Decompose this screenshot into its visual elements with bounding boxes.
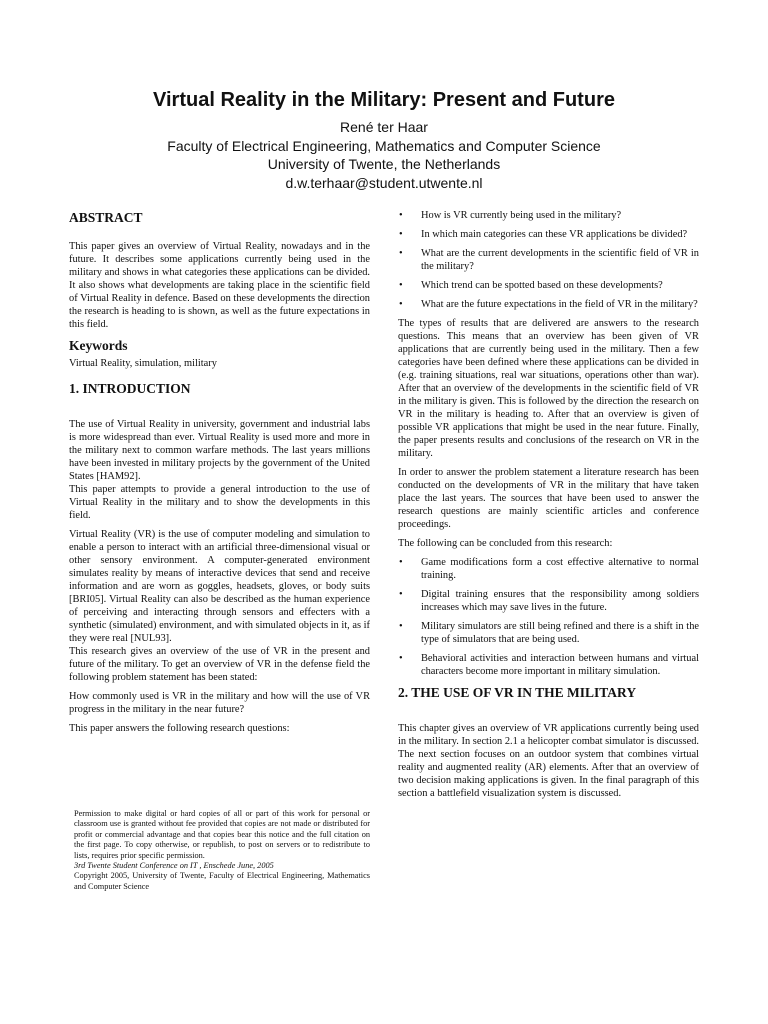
author-name: René ter Haar xyxy=(340,119,428,135)
abstract-heading: ABSTRACT xyxy=(69,210,143,225)
section2-text: This chapter gives an overview of VR applications currently being used in the military. In section 2.1 a helicopter combat simulator is discussed. The next section focuses on an outdoor system that combines virtual reality and augmented reality (AR) elements. After that an overview of two decision making applications is given. In the final paragraph of this section a battlefield visualization system is discussed. xyxy=(398,723,699,799)
intro-paragraph: The use of Virtual Reality in university, government and industrial labs is more widespread than ever. Virtual Reality is used more and more in the military next to common warfare methods. The last years millions have been invested in military projects by the government of the United States [HAM92]. xyxy=(69,419,370,482)
conclusion-item: • Game modifications form a cost effective alternative to normal training. xyxy=(398,556,699,582)
research-question: • What are the future expectations in the field of VR in the military? xyxy=(398,298,699,311)
conclusions-list xyxy=(398,556,699,678)
paper-title: Virtual Reality in the Military: Present and Future xyxy=(153,89,615,111)
research-question: • In which main categories can these VR applications be divided? xyxy=(398,228,699,241)
research-question: • What are the current developments in the scientific field of VR in the military? xyxy=(398,247,699,273)
research-question: • Which trend can be spotted based on these developments? xyxy=(398,279,699,292)
right-column xyxy=(398,209,699,806)
author-university: University of Twente, the Netherlands xyxy=(267,156,501,172)
research-question: • How is VR currently being used in the military? xyxy=(398,209,699,222)
intro-paragraph: Virtual Reality (VR) is the use of computer modeling and simulation to enable a person to interact with an artificial three-dimensional visual or other sensory environment. A computer-generated environment simulates reality by means of interactive devices that send and receive information and are worn as goggles, headsets, gloves, or body suits [BRI05]. Virtual Reality can also be described as the human experience of perceiving and interacting through sensors and effecters with a synthetic (simulated) environment, and with simulated objects in it, as if they were real [NUL93]. xyxy=(69,529,370,644)
keywords-heading: Keywords xyxy=(69,338,128,353)
section2-heading: 2. THE USE OF VR IN THE MILITARY xyxy=(398,685,637,700)
introduction-heading: 1. INTRODUCTION xyxy=(69,381,191,396)
research-questions-list xyxy=(398,209,699,311)
conference-info: 3rd Twente Student Conference on IT , Enschede June, 2005 xyxy=(74,861,274,871)
author-affiliation: Faculty of Electrical Engineering, Mathematics and Computer Science xyxy=(167,137,601,154)
method-paragraph: In order to answer the problem statement a literature research has been conducted on the developments of VR in the military that have taken place the last years. The sources that have been used to answer the research questions are mainly scientific articles and conference proceedings. xyxy=(398,467,699,530)
conclusion-item: • Military simulators are still being refined and there is a shift in the type of simulators that are being used. xyxy=(398,620,699,646)
abstract-text: This paper gives an overview of Virtual Reality, nowadays and in the future. It describes some applications currently being used in the military and shows in what categories these applications can be divided. It also shows what developments are taking place in the scientific field of Virtual Reality in defence. Based on these developments the direction the research is heading to is shown, as well as the future expectations in this field. xyxy=(69,241,370,330)
intro-paragraph: This paper answers the following research questions: xyxy=(69,723,290,734)
left-column xyxy=(69,209,370,741)
permission-notice: Permission to make digital or hard copies of all or part of this work for personal or classroom use is granted without fee provided that copies are not made or distributed for profit or commercial advantage and that copies bear this notice and the full citation on the first page. To copy otherwise, or republish, to post on servers or to redistribute to lists, requires prior specific permission. xyxy=(74,809,370,860)
author-email: d.w.terhaar@student.utwente.nl xyxy=(285,174,483,191)
copyright-notice: Copyright 2005, University of Twente, Faculty of Electrical Engineering, Mathematics and Computer Science xyxy=(74,871,370,891)
conclusion-item: • Behavioral activities and interaction between humans and virtual characters become more important in military simulation. xyxy=(398,652,699,678)
conclusion-item: • Digital training ensures that the responsibility among soldiers increases which may save lives in the future. xyxy=(398,588,699,614)
intro-paragraph: This paper attempts to provide a general introduction to the use of Virtual Reality in the military and to show the developments in this field. xyxy=(69,484,370,521)
results-paragraph: The types of results that are delivered are answers to the research questions. This means that an overview has been given of VR applications that are currently being used in the military. Then a few categories have been defined where these applications can be divided in (e.g. training situations, real war situations, operations other than war). After that an overview of the developments in the scientific field of VR in the military is given. This is followed by the direction the research on VR in the military is heading to. After that an overview is given of possible VR applications that might be used in the near future. Finally, the paper presents results and conclusions of the research on VR in the military. xyxy=(398,318,699,459)
conclusion-intro: The following can be concluded from this research: xyxy=(398,538,613,549)
copyright-footnote xyxy=(74,809,370,892)
keywords-text: Virtual Reality, simulation, military xyxy=(69,358,217,369)
title-block xyxy=(0,86,768,192)
intro-paragraph: This research gives an overview of the use of VR in the present and future of the military. To get an overview of VR in the defense field the following problem statement has been stated: xyxy=(69,646,370,683)
problem-statement: How commonly used is VR in the military and how will the use of VR progress in the military in the near future? xyxy=(69,691,370,715)
